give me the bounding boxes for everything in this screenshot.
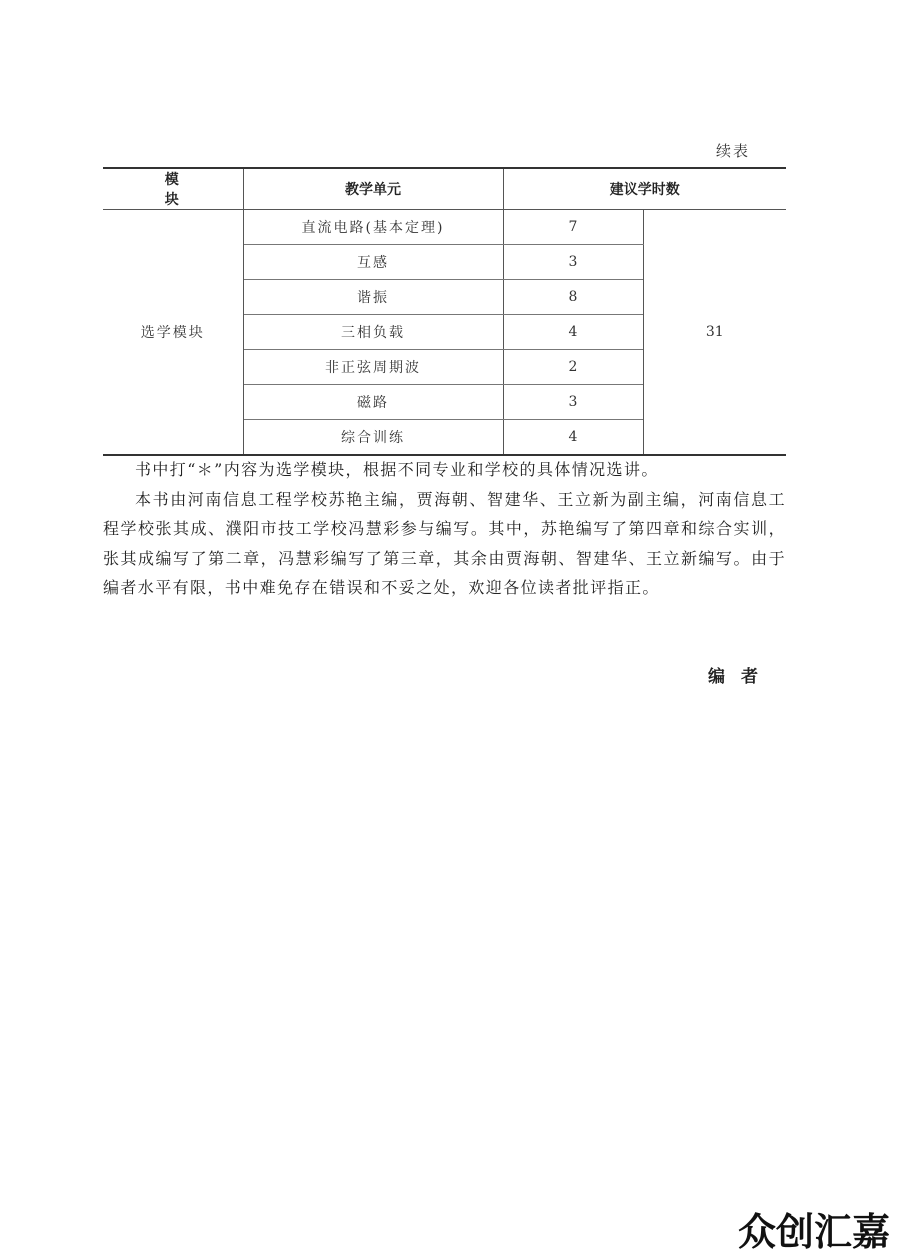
paragraph-authors: 本书由河南信息工程学校苏艳主编，贾海朝、智建华、王立新为副主编，河南信息工程学校张其成、濮阳市技工学校冯慧彩参与编写。其中，苏艳编写了第四章和综合实训，张其成编写了第二章，冯慧彩编写了第三章，其余由贾海朝、智建华、王立新编写。由于编者水平有限，书中难免存在错误和不妥之处，欢迎各位读者批评指正。 xyxy=(103,489,786,597)
hours-cell: 4 xyxy=(503,420,643,456)
table-header-row xyxy=(103,168,786,210)
header-module: 模 块 xyxy=(103,168,243,210)
table-row xyxy=(103,210,786,245)
paragraph-optional-modules: 书中打“＊”内容为选学模块，根据不同专业和学校的具体情况选讲。 xyxy=(135,460,659,479)
unit-cell: 互感 xyxy=(243,245,503,280)
module-name-cell: 选学模块 xyxy=(103,210,243,456)
unit-cell: 磁路 xyxy=(243,385,503,420)
header-teaching-unit: 教学单元 xyxy=(243,168,503,210)
hours-cell: 8 xyxy=(503,280,643,315)
hours-cell: 2 xyxy=(503,350,643,385)
total-hours-cell: 31 xyxy=(643,210,786,456)
author-signature: 编者 xyxy=(708,667,774,687)
unit-cell: 综合训练 xyxy=(243,420,503,456)
hours-cell: 3 xyxy=(503,245,643,280)
hours-cell: 3 xyxy=(503,385,643,420)
unit-cell: 谐振 xyxy=(243,280,503,315)
course-hours-table xyxy=(103,167,786,456)
continued-table-label: 续表 xyxy=(716,142,751,160)
watermark-logo: 众创汇嘉 xyxy=(738,1210,891,1254)
hours-cell: 4 xyxy=(503,315,643,350)
unit-cell: 三相负载 xyxy=(243,315,503,350)
unit-cell: 直流电路(基本定理) xyxy=(243,210,503,245)
hours-cell: 7 xyxy=(503,210,643,245)
unit-cell: 非正弦周期波 xyxy=(243,350,503,385)
preface-body xyxy=(103,455,786,603)
header-suggested-hours: 建议学时数 xyxy=(503,168,786,210)
